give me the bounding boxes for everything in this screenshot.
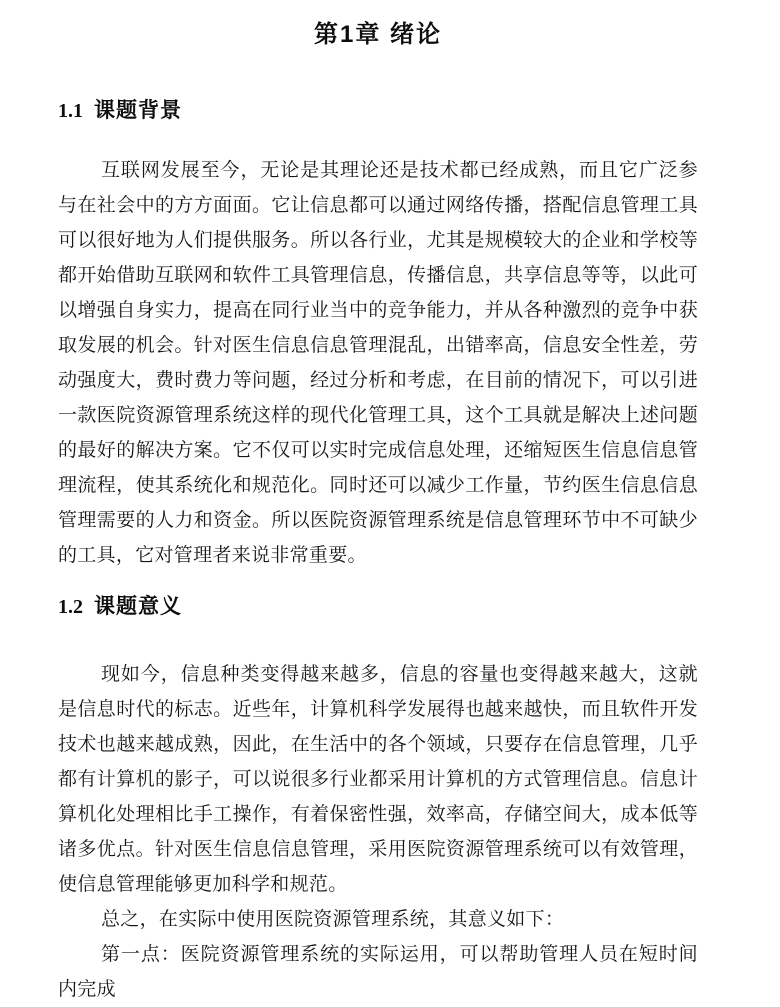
section-heading-1-2	[58, 594, 698, 620]
section-heading-1-1	[58, 98, 698, 124]
chapter-title: 第1章 绪论	[313, 21, 442, 48]
section-title: 课题意义	[94, 595, 182, 618]
body-paragraph: 互联网发展至今，无论是其理论还是技术都已经成熟，而且它广泛参与在社会中的方方面面。它让信息都可以通过网络传播，搭配信息管理工具可以很好地为人们提供服务。所以各行业，尤其是规模较大的企业和学校等都开始借助互联网和软件工具管理信息，传播信息，共享信息等等，以此可以增强自身实力，提高在同行业当中的竞争能力，并从各种激烈的竞争中获取发展的机会。针对医生信息信息管理混乱，出错率高，信息安全性差，劳动强度大，费时费力等问题，经过分析和考虑，在目前的情况下，可以引进一款医院资源管理系统这样的现代化管理工具，这个工具就是解决上述问题的最好的解决方案。它不仅可以实时完成信息处理，还缩短医生信息信息管理流程，使其系统化和规范化。同时还可以减少工作量，节约医生信息信息管理需要的人力和资金。所以医院资源管理系统是信息管理环节中不可缺少的工具，它对管理者来说非常重要。	[58, 160, 698, 566]
section-significance	[58, 594, 698, 1007]
body-paragraph: 总之，在实际中使用医院资源管理系统，其意义如下：	[101, 909, 565, 930]
section-background	[58, 98, 698, 573]
body-paragraph: 第一点：医院资源管理系统的实际运用，可以帮助管理人员在短时间内完成	[58, 944, 698, 1000]
section-number: 1.2	[58, 596, 83, 618]
body-paragraph: 现如今，信息种类变得越来越多，信息的容量也变得越来越大，这就是信息时代的标志。近些年，计算机科学发展得也越来越快，而且软件开发技术也越来越成熟，因此，在生活中的各个领域，只要存在信息管理，几乎都有计算机的影子，可以说很多行业都采用计算机的方式管理信息。信息计算机化处理相比手工操作，有着保密性强，效率高，存储空间大，成本低等诸多优点。针对医生信息信息管理，采用医院资源管理系统可以有效管理，使信息管理能够更加科学和规范。	[58, 664, 698, 895]
section-number: 1.1	[58, 100, 83, 122]
section-title: 课题背景	[94, 99, 182, 122]
